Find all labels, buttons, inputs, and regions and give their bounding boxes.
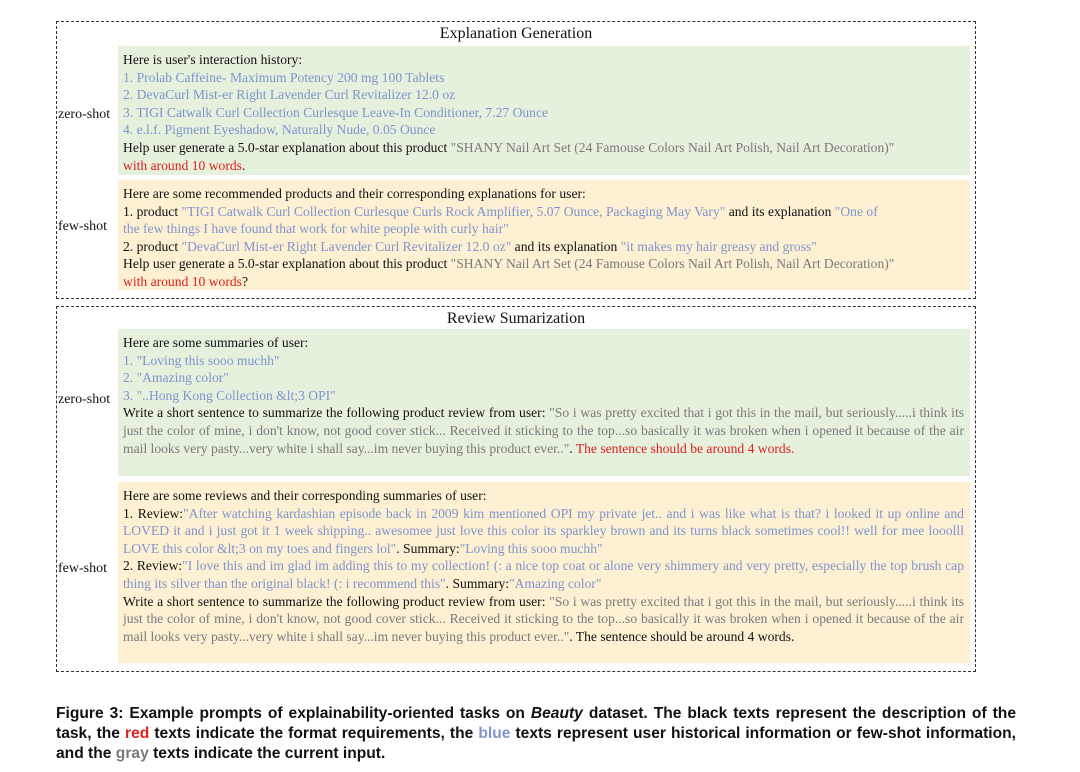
explanation-zero-shot-prompt: [118, 46, 970, 175]
prompt-intro: Here are some reviews and their corresponding summaries of user:: [123, 488, 487, 503]
summary-item: 3. "..Hong Kong Collection &lt;3 OPI": [123, 387, 336, 403]
summarization-zero-shot-prompt: [118, 329, 970, 476]
caption-blue-word: blue: [478, 725, 511, 742]
prompt-intro: Here are some summaries of user:: [123, 335, 309, 350]
zero-shot-label: zero-shot: [58, 107, 111, 122]
caption-red-word: red: [125, 725, 150, 742]
few-shot-label: few-shot: [58, 219, 107, 234]
format-requirement: . The sentence should be around 4 words.: [569, 628, 795, 644]
format-requirement: with around 10 words: [123, 157, 242, 173]
review-summarization-title: Review Sumarization: [446, 310, 586, 327]
example-label: 2. Review:: [123, 558, 183, 574]
punctuation: .: [241, 157, 246, 173]
example-review: "I love this and im glad im adding this to my collection! (: a nice top coat or alone very shimmery and very pretty, especially the top brush cap thing its silver than the original black! (: i recommend this": [123, 558, 964, 591]
prompt-intro: Here is user's interaction history:: [123, 52, 303, 67]
explanation-few-shot-prompt: [118, 180, 970, 290]
example-label: . Summary:: [396, 540, 460, 556]
example-label: 2. product: [123, 238, 179, 254]
example-label: and its explanation: [514, 238, 618, 254]
summarization-few-shot-prompt: [118, 482, 970, 663]
task-description: Help user generate a 5.0-star explanation about this product: [123, 139, 448, 155]
punctuation: .: [569, 440, 573, 456]
example-review: "After watching kardashian episode back in 2009 kim mentioned OPI my private jet.. and i was like what is that? i looked it up online and LOVED it and i just got it 1 week shipping.. awesomee just love this color its sparkley brown and its turns black sometimes cool!! well for mee looolll LOVE this color &lt;3 on my toes and fingers lol": [123, 505, 964, 556]
caption-text: texts indicate the current input.: [153, 745, 386, 762]
caption-text: Figure 3: Example prompts of explainability-oriented tasks on: [56, 705, 525, 722]
example-explanation-cont: the few things I have found that work for white people with curly hair": [123, 221, 509, 237]
example-label: 1. product: [123, 203, 179, 219]
example-explanation: "it makes my hair greasy and gross": [620, 238, 817, 254]
history-item: 3. TIGI Catwalk Curl Collection Curlesque Leave-In Conditioner, 7.27 Ounce: [123, 104, 549, 120]
example-label: . Summary:: [445, 575, 510, 591]
punctuation: ?: [241, 273, 248, 289]
current-input: "SHANY Nail Art Set (24 Famouse Colors Nail Art Polish, Nail Art Decoration)": [450, 256, 895, 272]
current-input: "So i was pretty excited that i got this in the mail, but seriously.....i think its just the color of mine, i don't know, not good cover stick... Received it sticking to the top...so basically it was broken when i opened it because of the air mail looks very pasty...very white i shall say...im never buying this product ever..": [123, 405, 965, 456]
figure-caption: [56, 704, 1016, 764]
example-product: "DevaCurl Mist-er Right Lavender Curl Revitalizer 12.0 oz": [181, 238, 512, 254]
current-input: "SHANY Nail Art Set (24 Famouse Colors Nail Art Polish, Nail Art Decoration)": [450, 139, 895, 155]
caption-text: texts indicate the format requirements, the: [154, 725, 474, 742]
caption-text: texts represent user historical information or few-shot information, and the: [56, 725, 1016, 762]
example-summary: "Amazing color": [509, 575, 602, 591]
example-explanation: "One of: [834, 203, 878, 219]
caption-dataset: Beauty: [530, 705, 583, 722]
explanation-generation-title: Explanation Generation: [439, 25, 593, 42]
task-description: Write a short sentence to summarize the following product review from user:: [123, 593, 546, 609]
prompt-intro: Here are some recommended products and their corresponding explanations for user:: [123, 186, 586, 201]
history-item: 4. e.l.f. Pigment Eyeshadow, Naturally Nude, 0.05 Ounce: [123, 122, 436, 138]
format-requirement: The sentence should be around 4 words.: [575, 440, 795, 456]
zero-shot-label: zero-shot: [58, 392, 111, 407]
history-item: 1. Prolab Caffeine- Maximum Potency 200 mg 100 Tablets: [123, 69, 445, 85]
history-item: 2. DevaCurl Mist-er Right Lavender Curl Revitalizer 12.0 oz: [123, 87, 456, 103]
format-requirement: with around 10 words: [123, 273, 242, 289]
caption-gray-word: gray: [115, 745, 149, 762]
example-label: and its explanation: [728, 203, 832, 219]
summary-item: 2. "Amazing color": [123, 370, 229, 386]
current-input: "So i was pretty excited that i got this in the mail, but seriously.....i think its just the color of mine, i don't know, not good cover stick... Received it sticking to the top...so basically it was broken when i opened it because of the air mail looks very pasty...very white i shall say...im never buying this product ever..": [123, 593, 965, 644]
task-description: Help user generate a 5.0-star explanation about this product: [123, 256, 448, 272]
example-summary: "Loving this sooo muchh": [459, 540, 603, 556]
few-shot-label: few-shot: [58, 561, 107, 576]
example-product: "TIGI Catwalk Curl Collection Curlesque Curls Rock Amplifier, 5.07 Ounce, Packaging May Vary": [181, 203, 726, 219]
task-description: Write a short sentence to summarize the following product review from user:: [123, 405, 546, 421]
summary-item: 1. "Loving this sooo muchh": [123, 352, 280, 368]
example-label: 1. Review:: [123, 505, 184, 521]
caption-text: dataset. The black texts represent the description of the task, the: [56, 705, 1016, 742]
